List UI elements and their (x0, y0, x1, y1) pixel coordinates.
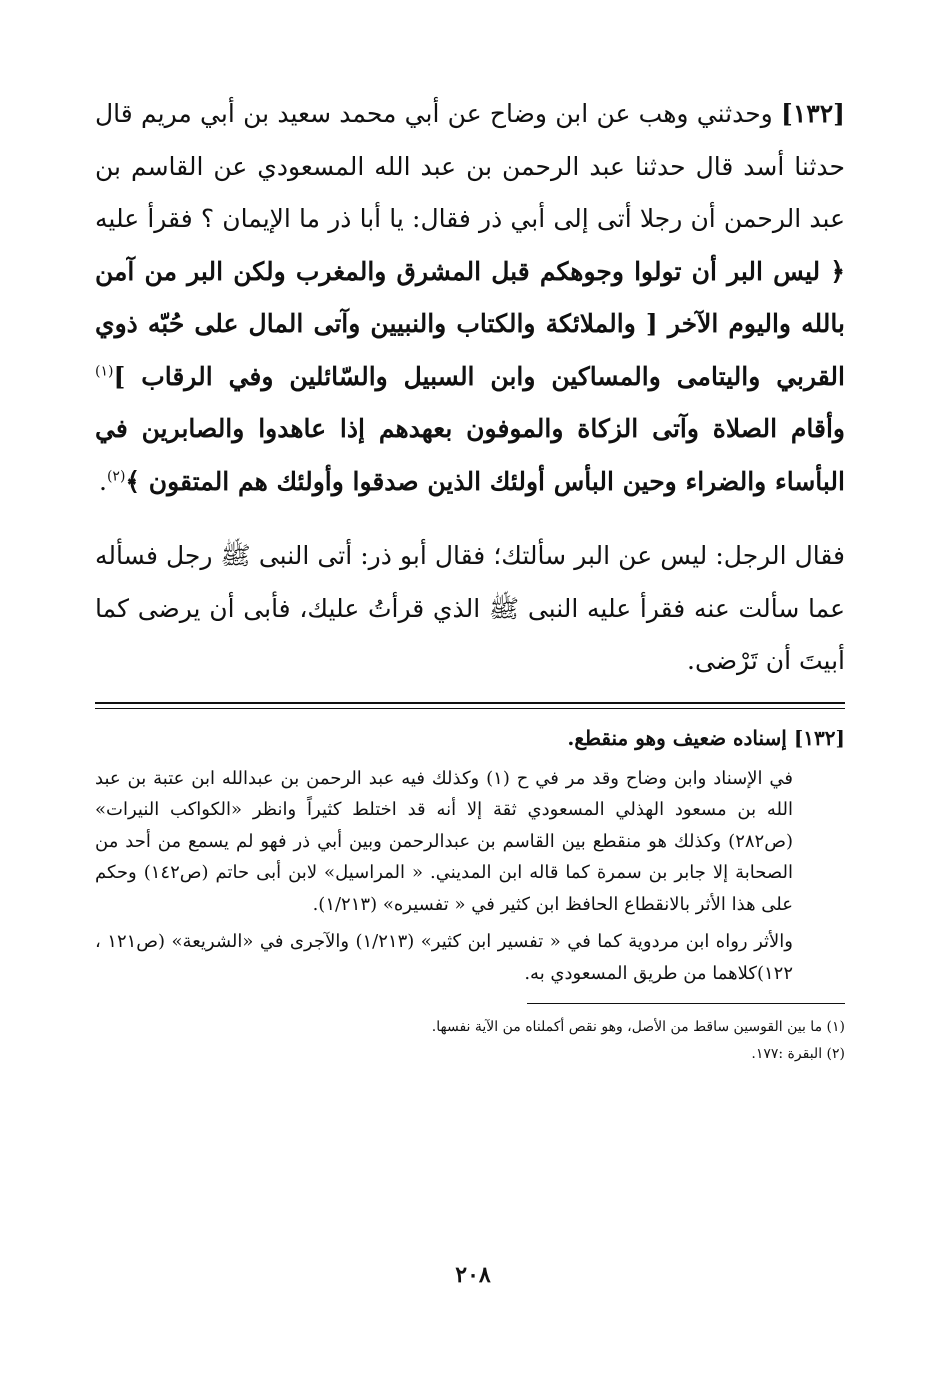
takhrij-paragraph-1: في الإسناد وابن وضاح وقد مر في ح (١) وكذلك فيه عبد الرحمن بن عبدالله ابن عتبة بن عبد الله بن مسعود الهذلي المسعودي ثقة إلا أنه قد اختلط كثيراً وانظر «الكواكب النيرات» (ص٢٨٢) وكذلك هو منقطع بين القاسم بن عبدالرحمن وبين أبي ذر فهو لم يسمع من أحد من الصحابة إلا جابر بن سمرة كما قاله ابن المديني. « المراسيل» لابن أبى حاتم (ص١٤٢) وحكم على هذا الأثر بالانقطاع الحافظ ابن كثير في « تفسيره» (١/٢١٣). (95, 767, 793, 915)
hadith-isnad: وحدثني وهب عن ابن وضاح عن أبي محمد سعيد بن أبي مريم قال حدثنا أسد قال حدثنا عبد الرحمن بن عبد الله المسعودي عن القاسم بن عبد الرحمن أن رجلا أتى إلى أبي ذر فقال: يا أبا ذر ما الإيمان ؟ فقرأ عليه (95, 99, 845, 233)
page-number: ٢٠٨ (455, 1262, 491, 1288)
takhrij-paragraph-2: والأثر رواه ابن مردوية كما في « تفسير ابن كثير» (١/٢١٣) والآجرى في «الشريعة» (ص١٢١ ، ١٢٢)كلاهما من طريق المسعودي به. (95, 931, 793, 984)
hadith-continuation: فقال الرجل: ليس عن البر سألتك؛ فقال أبو ذر: أتى النبى ﷺ رجل فسأله عما سألت عنه فقرأ عليه النبى ﷺ الذي قرأتُ عليك، فأبى أن يرضى كما أبيتَ أن تَرْضى. (95, 541, 845, 675)
hadith-paragraph (95, 88, 845, 508)
footnote-2: (٢) البقرة :١٧٧. (751, 1046, 845, 1062)
takhrij-heading: [١٣٢] إسناده ضعيف وهو منقطع. (567, 725, 845, 750)
page-body (95, 88, 845, 1068)
footnote-ref-2[interactable]: (٢) (106, 468, 126, 485)
hadith-number: [١٣٢] (781, 99, 845, 128)
footnote-divider (527, 1003, 845, 1004)
footnote-ref-1[interactable]: (١) (95, 363, 114, 380)
quran-verse-part-1: ﴿ ليس البر أن تولوا وجوهكم قبل المشرق والمغرب ولكن البر من آمن بالله واليوم الآخر [ والملائكة والكتاب والنبيين وآتى المال على حُبّه ذوي القربي واليتامى والمساكين وابن السبيل والسّائلين وفي الرقاب ] (95, 256, 845, 391)
quran-verse-part-2: وأقام الصلاة وآتى الزكاة والموفون بعهدهم إذا عاهدوا والصابرين في البأساء والضراء وحين البأس أولئك الذين صدقوا وأولئك هم المتقون ﴾ (95, 414, 845, 496)
paragraph-end: . (98, 466, 107, 496)
double-divider (95, 702, 845, 709)
footnote-1: (١) ما بين القوسين ساقط من الأصل، وهو نقص أكملناه من الآية نفسها. (431, 1019, 845, 1035)
